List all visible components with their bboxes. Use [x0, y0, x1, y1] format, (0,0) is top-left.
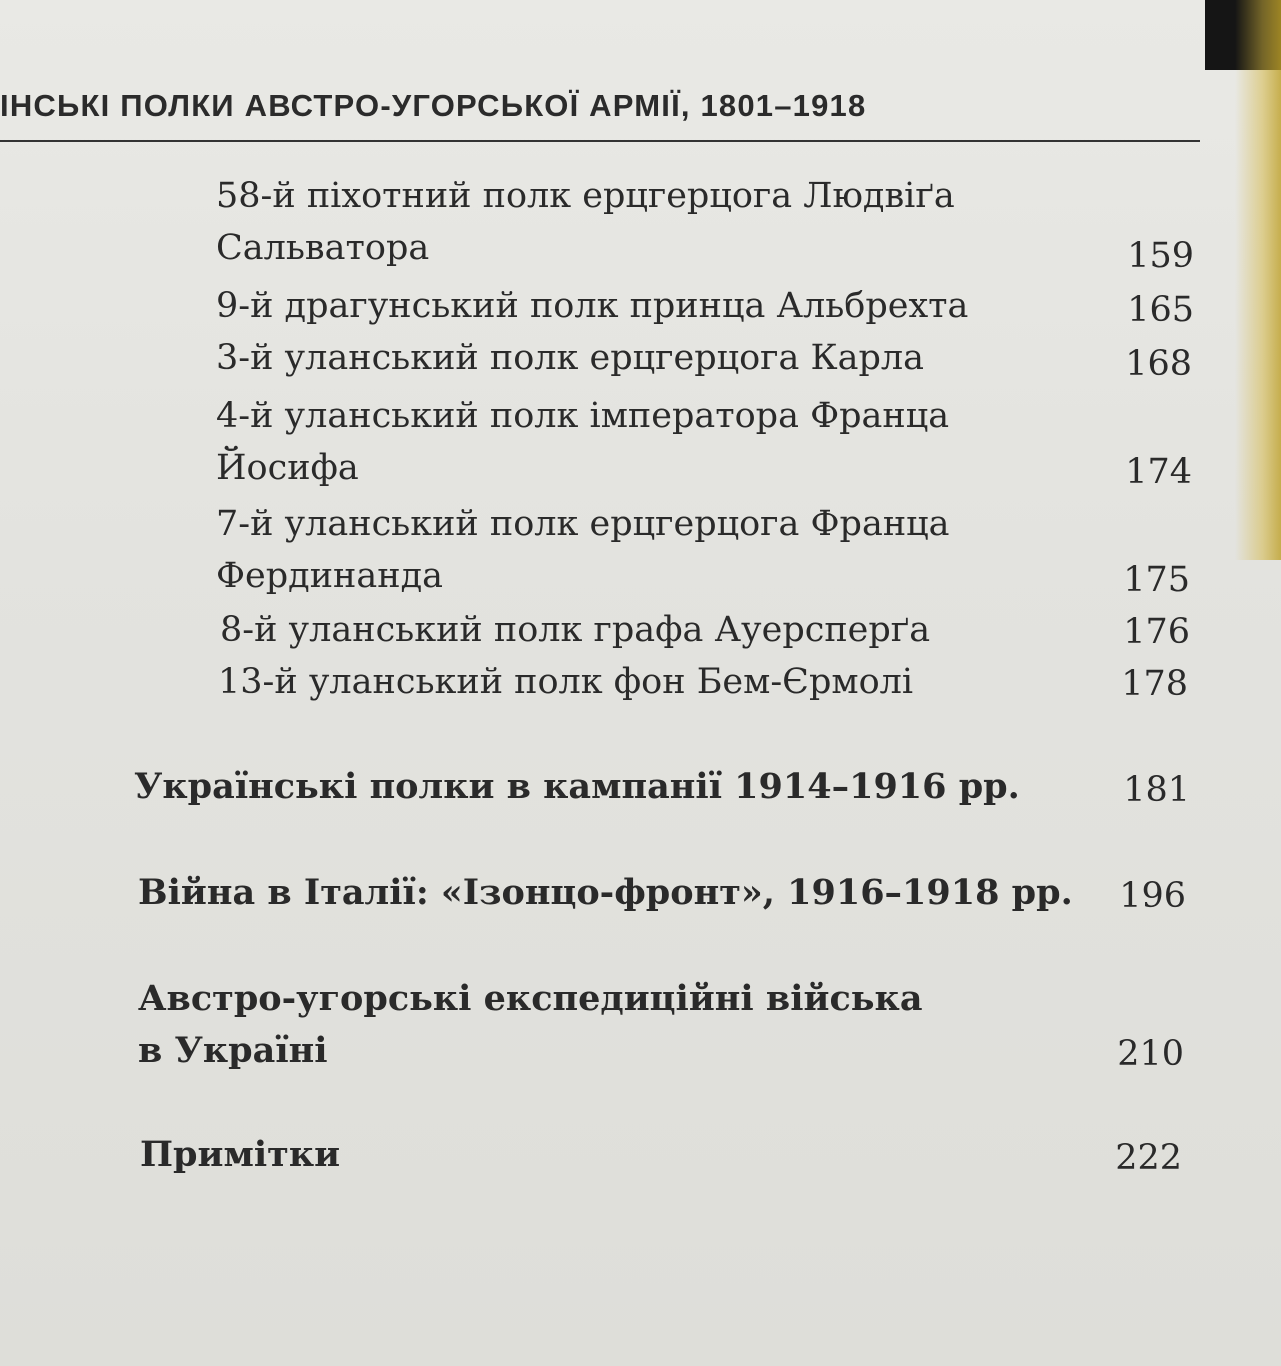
toc-entry-line: Фердинанда — [216, 556, 443, 596]
toc-page-number: 176 — [1123, 612, 1190, 652]
toc-entry-line: 13-й уланський полк фон Бем-Єрмолі — [218, 662, 914, 702]
toc-entry-line: Йосифа — [216, 448, 359, 488]
toc-chapter-line: Українські полки в кампанії 1914–1916 рр. — [134, 766, 1020, 807]
toc-entry-line: 3-й уланський полк ерцгерцога Карла — [216, 338, 924, 378]
toc-page-number: 178 — [1121, 664, 1188, 704]
toc-page-number: 174 — [1125, 452, 1192, 492]
toc-entry-line: 9-й драгунський полк принца Альбрехта — [216, 286, 969, 326]
toc-entry-line: Сальватора — [216, 228, 430, 268]
toc-chapter-line: Примітки — [140, 1134, 341, 1175]
toc-page-number: 159 — [1127, 236, 1194, 276]
toc-entry-line: 7-й уланський полк ерцгерцога Франца — [216, 504, 950, 544]
toc-chapter-line: Війна в Італії: «Ізонцо-фронт», 1916–1918 рр. — [138, 872, 1073, 913]
toc-page-number: 181 — [1123, 770, 1190, 810]
toc-entry-line: 8-й уланський полк графа Ауерсперґа — [220, 610, 931, 650]
toc-entry-line: 58-й піхотний полк ерцгерцога Людвіґа — [216, 176, 955, 216]
running-head: ІНСЬКІ ПОЛКИ АВСТРО-УГОРСЬКОЇ АРМІЇ, 1801–1918 — [0, 88, 867, 123]
toc-page-number: 175 — [1123, 560, 1190, 600]
header-rule — [0, 140, 1200, 142]
toc-page-number: 196 — [1119, 876, 1186, 916]
toc-chapter-line: в Україні — [138, 1030, 328, 1071]
toc-page-number: 165 — [1127, 290, 1194, 330]
toc-page-number: 210 — [1117, 1034, 1184, 1074]
toc-entry-line: 4-й уланський полк імператора Франца — [216, 396, 950, 436]
toc-page-number: 168 — [1125, 344, 1192, 384]
toc-chapter-line: Австро-угорські експедиційні війська — [138, 978, 923, 1019]
toc-page-number: 222 — [1115, 1138, 1182, 1178]
page-edge-shadow — [1235, 0, 1281, 560]
